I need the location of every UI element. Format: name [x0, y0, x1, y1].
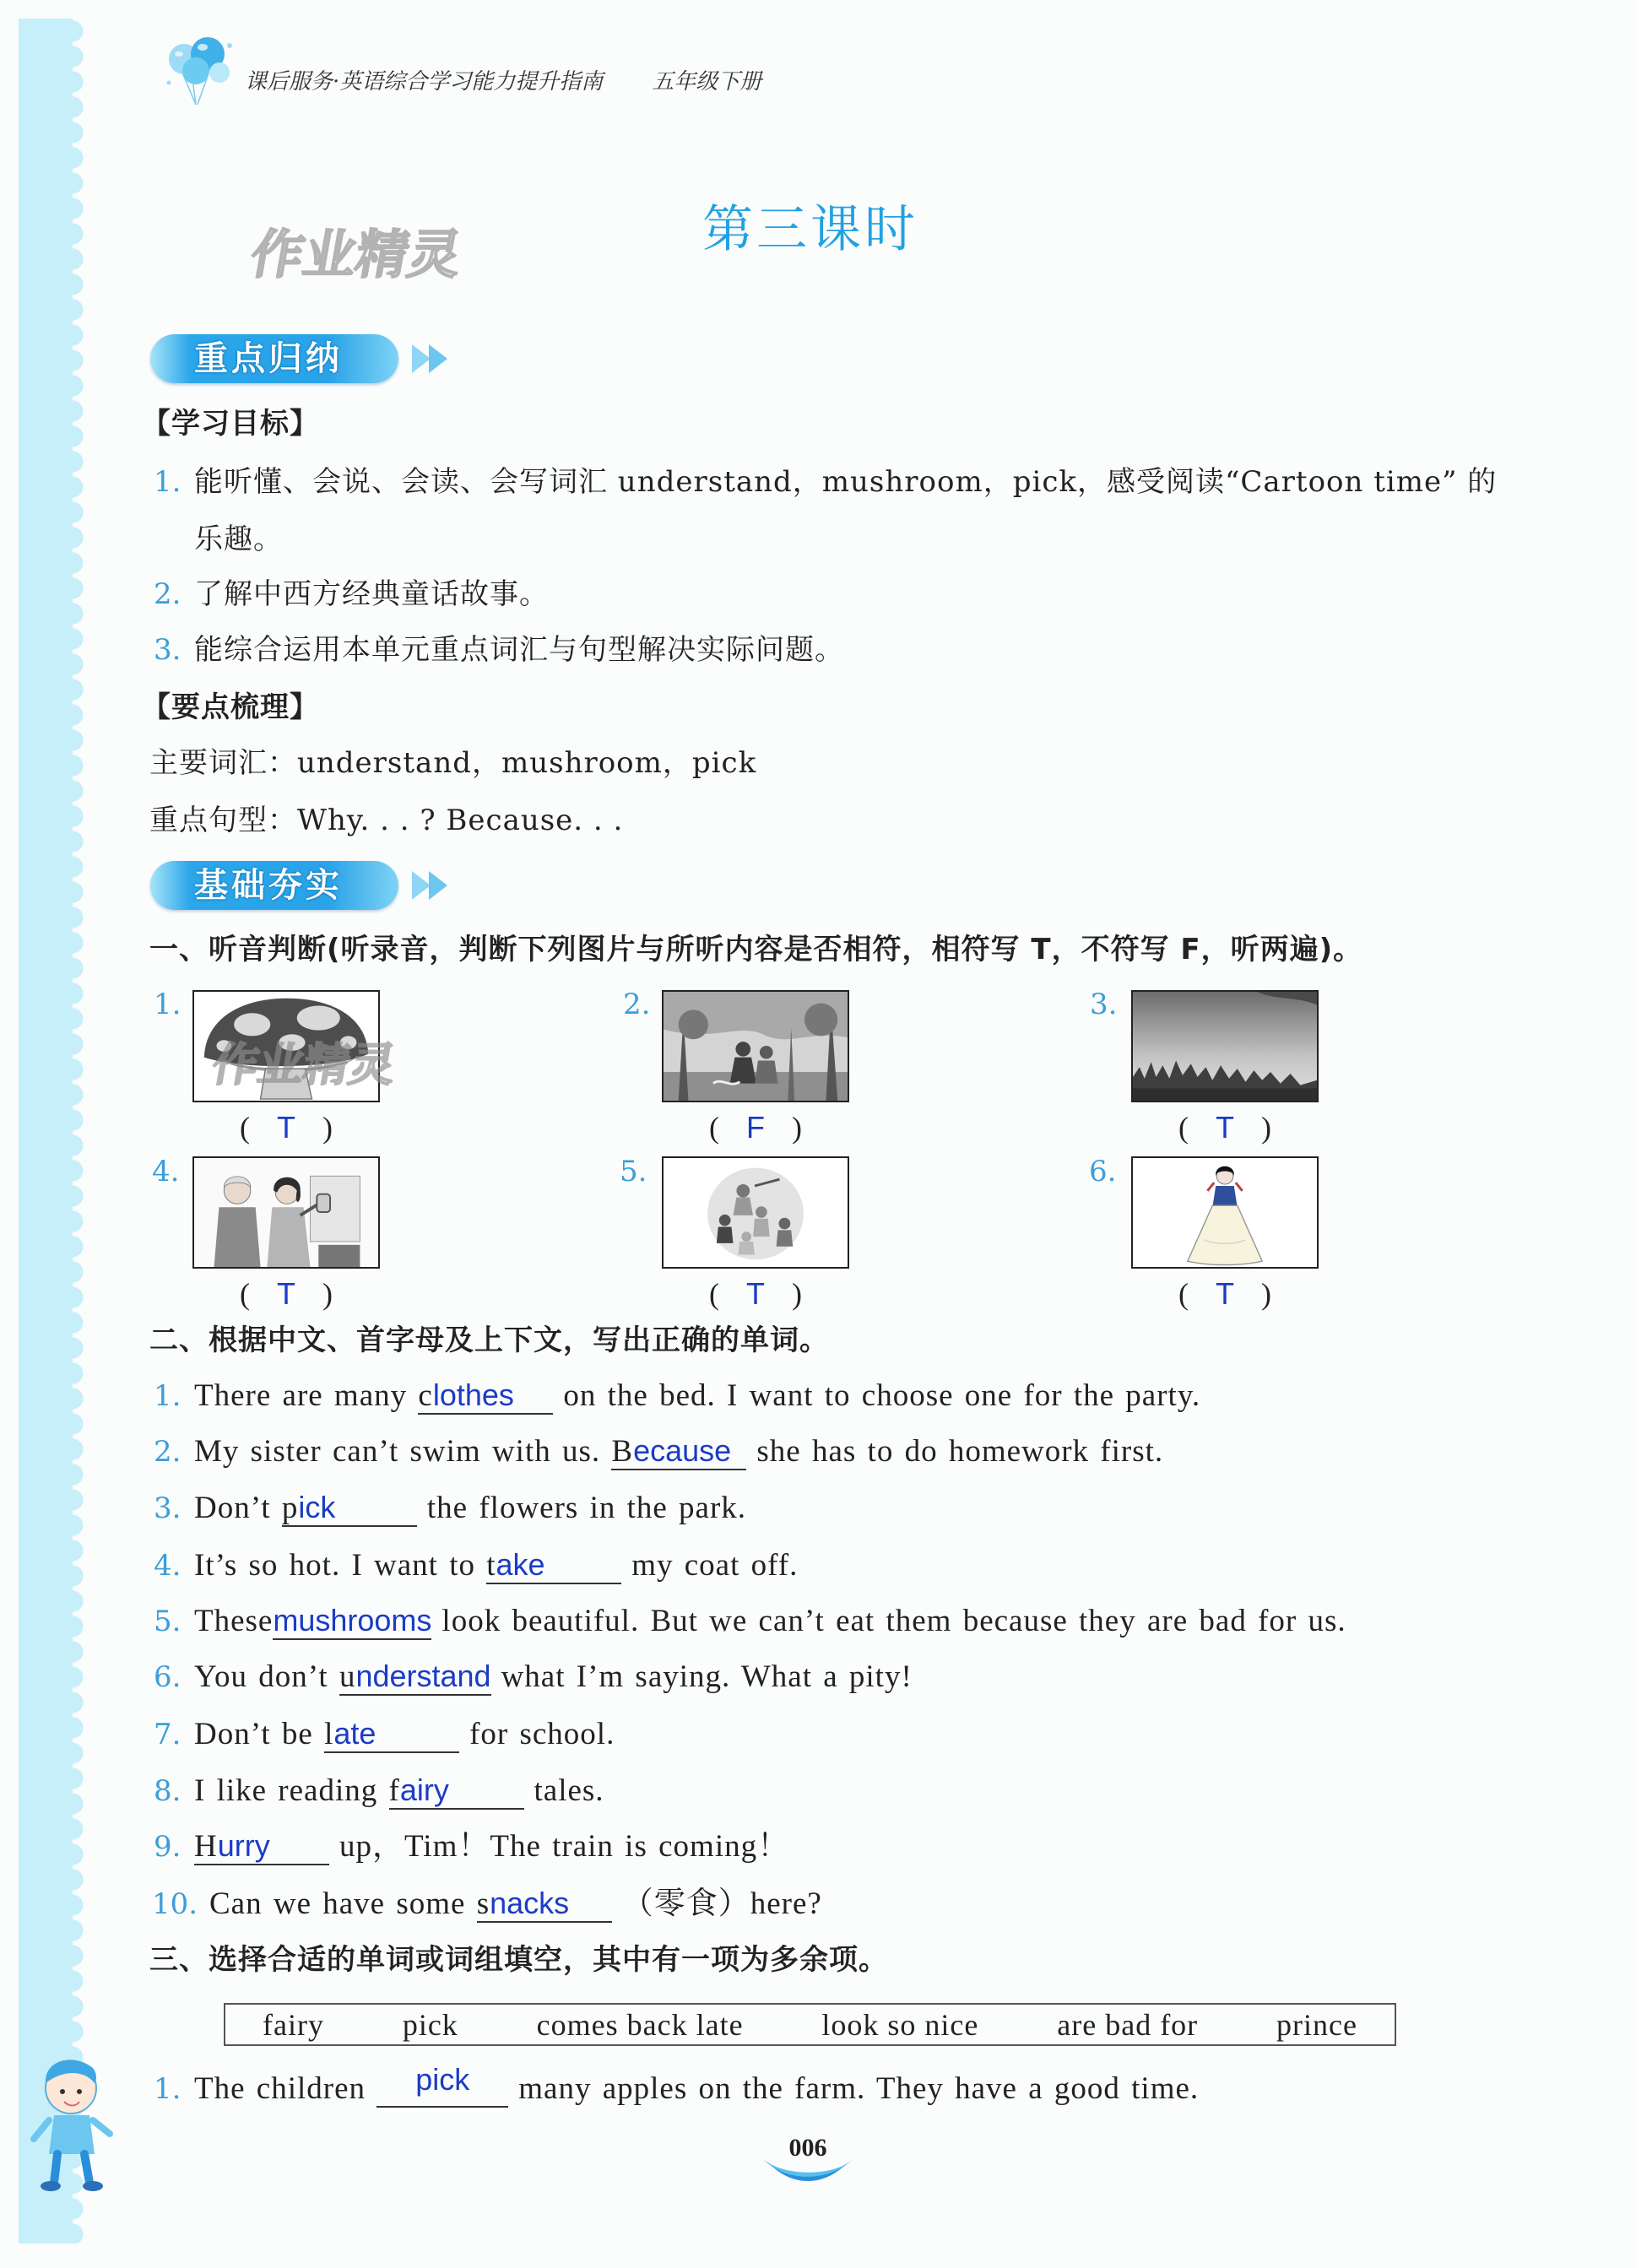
answer-bracket	[684, 1275, 827, 1313]
answer-blank	[611, 1434, 746, 1470]
picture-number: 3.	[1090, 988, 1118, 1021]
bracket-close: )	[322, 1111, 333, 1145]
initial-letter: B	[611, 1434, 634, 1469]
section-badge-label: 基础夯实	[194, 866, 343, 905]
key-vocabulary: 主要词汇：understand，mushroom，pick	[149, 746, 757, 780]
word-bank-item: are bad for	[1057, 2007, 1199, 2042]
initial-letter: H	[194, 1829, 218, 1864]
sentence-after: on the bed. I want to choose one for the party.	[563, 1378, 1201, 1413]
answer-text: ick	[298, 1490, 336, 1524]
running-title: 课后服务·英语综合学习能力提升指南	[245, 69, 604, 95]
picture-number: 2.	[623, 988, 651, 1021]
answer-value: T	[746, 1276, 765, 1311]
answer-blank	[324, 1717, 459, 1753]
balloons-icon	[159, 29, 240, 110]
part3-instruction: 三、选择合适的单词或词组填空，其中有一项为多余项。	[149, 1943, 888, 1977]
initial-letter: c	[418, 1378, 433, 1413]
question-number: 1.	[154, 1379, 181, 1413]
picture-number: 5.	[620, 1155, 647, 1188]
answer-blank	[376, 2062, 508, 2108]
sentence-after: what I’m saying. What a pity!	[501, 1659, 913, 1694]
bracket-close: )	[322, 1277, 333, 1311]
sentence-after: my coat off.	[631, 1548, 799, 1583]
fill-in-sentence	[194, 1771, 604, 1811]
fill-in-sentence	[194, 1545, 798, 1586]
initial-letter: u	[339, 1659, 356, 1694]
question-number: 1.	[154, 2072, 181, 2106]
cartoon-boy-icon	[25, 2049, 127, 2195]
answer-bracket	[214, 1109, 358, 1146]
answer-text: ake	[496, 1547, 545, 1582]
summary-heading: 【要点梳理】	[142, 690, 319, 724]
answer-text: nacks	[490, 1886, 570, 1920]
question-number: 3.	[154, 1491, 181, 1525]
answer-text: pick	[415, 2062, 470, 2097]
section-badge-key-points	[150, 334, 398, 383]
initial-letter: l	[324, 1717, 334, 1751]
fill-in-sentence	[194, 1827, 789, 1867]
answer-bracket	[684, 1109, 827, 1146]
bracket-open: (	[240, 1277, 250, 1311]
sentence-after: tales.	[534, 1773, 604, 1808]
answer-text: urry	[217, 1828, 270, 1863]
key-sentence-pattern: 重点句型：Why. . . ? Because. . .	[149, 804, 624, 837]
fill-in-sentence	[194, 1714, 615, 1755]
answer-blank	[389, 1773, 524, 1810]
left-margin-strip	[19, 19, 73, 2244]
initial-letter: s	[476, 1886, 490, 1921]
answer-blank	[339, 1659, 491, 1696]
answer-value: T	[1216, 1110, 1234, 1145]
objective-number: 2.	[154, 577, 181, 611]
word-bank-item: look so nice	[821, 2007, 979, 2042]
answer-text: ecause	[633, 1433, 732, 1468]
question-number: 8.	[154, 1774, 181, 1808]
question-number: 10.	[152, 1887, 198, 1921]
part1-instruction: 一、听音判断(听录音，判断下列图片与所听内容是否相符，相符写 T，不符写 F，听两遍)。	[149, 933, 1363, 966]
bracket-close: )	[792, 1277, 802, 1311]
objective-number: 1.	[154, 465, 181, 499]
watermark: 作业精灵	[208, 1038, 400, 1091]
answer-text: airy	[399, 1773, 449, 1807]
fill-in-sentence	[194, 1432, 1163, 1472]
dwarfs-picture	[662, 1156, 849, 1269]
word-bank-item: comes back late	[536, 2007, 744, 2042]
word-bank-item: pick	[402, 2007, 458, 2042]
sentence-after: the flowers in the park.	[426, 1491, 747, 1525]
answer-text: ate	[333, 1716, 376, 1751]
bracket-open: (	[709, 1277, 719, 1311]
initial-letter: p	[281, 1491, 299, 1525]
objective-number: 3.	[154, 633, 181, 667]
objective-text: 能听懂、会说、会读、会写词汇 understand，mushroom，pick，感受阅读“Cartoon time” 的	[194, 465, 1498, 499]
people-picture	[192, 1156, 380, 1269]
answer-value: F	[746, 1110, 765, 1145]
answer-blank	[282, 1491, 417, 1527]
bracket-open: (	[709, 1111, 719, 1145]
sentence-before: Don’t be	[194, 1717, 325, 1751]
sentence-after: look beautiful. But we can’t eat them because they are bad for us.	[442, 1604, 1346, 1638]
sentence-before: Don’t	[194, 1491, 282, 1525]
sentence-after: many apples on the farm. They have a good time.	[518, 2071, 1200, 2106]
word-bank-item: prince	[1276, 2007, 1357, 2042]
bracket-close: )	[1261, 1111, 1271, 1145]
sentence-after: （零食）here?	[621, 1886, 822, 1921]
objective-text: 了解中西方经典童话故事。	[194, 577, 549, 611]
question-number: 5.	[154, 1605, 181, 1638]
answer-text: nderstand	[355, 1659, 491, 1693]
answer-value: T	[277, 1276, 295, 1311]
princess-picture	[1131, 1156, 1319, 1269]
section-badge-label: 重点归纳	[194, 339, 343, 378]
question-number: 7.	[154, 1718, 181, 1751]
sentence-before: It’s so hot. I want to	[194, 1548, 487, 1583]
sentence-before: The children	[194, 2071, 377, 2106]
sentence-after: she has to do homework first.	[756, 1434, 1164, 1469]
fill-in-sentence	[194, 1601, 1346, 1642]
objective-text-continued: 乐趣。	[194, 522, 283, 556]
initial-letter: t	[486, 1548, 496, 1583]
answer-bracket	[1153, 1109, 1297, 1146]
word-bank	[224, 2003, 1396, 2046]
bracket-close: )	[792, 1111, 802, 1145]
answer-value: T	[1216, 1276, 1234, 1311]
picture-number: 6.	[1089, 1155, 1117, 1188]
section-badge-practice	[150, 861, 398, 910]
page-number: 006	[788, 2134, 827, 2162]
running-header	[245, 68, 761, 96]
watermark: 作业精灵	[246, 224, 467, 285]
picture-number: 1.	[154, 988, 181, 1021]
fill-in-sentence	[194, 2062, 1200, 2109]
grade-label: 五年级下册	[652, 69, 762, 95]
sentence-before: You don’t	[194, 1659, 339, 1694]
answer-bracket	[1153, 1275, 1297, 1313]
forest-picture	[662, 990, 849, 1102]
fill-in-sentence	[194, 1657, 913, 1697]
bracket-open: (	[1178, 1111, 1189, 1145]
double-arrow-icon	[412, 871, 451, 900]
sentence-before: Can we have some	[209, 1886, 477, 1921]
answer-blank	[477, 1886, 612, 1923]
swoosh-ornament	[760, 2154, 856, 2188]
initial-letter: f	[388, 1773, 400, 1808]
objective-text: 能综合运用本单元重点词汇与句型解决实际问题。	[194, 633, 844, 667]
answer-blank	[486, 1548, 621, 1584]
sentence-after: up，Tim！The train is coming！	[339, 1829, 790, 1864]
question-number: 6.	[154, 1660, 181, 1694]
fill-in-sentence	[194, 1488, 746, 1529]
question-number: 9.	[154, 1830, 181, 1864]
bracket-close: )	[1261, 1277, 1271, 1311]
answer-bracket	[214, 1275, 358, 1313]
answer-text: mushrooms	[273, 1603, 432, 1637]
double-arrow-icon	[412, 344, 451, 373]
answer-value: T	[277, 1110, 295, 1145]
question-number: 2.	[154, 1435, 181, 1469]
bracket-open: (	[240, 1111, 250, 1145]
meadow-picture	[1131, 990, 1319, 1102]
answer-blank	[418, 1378, 553, 1415]
word-bank-item: fairy	[263, 2007, 324, 2042]
sentence-after: for school.	[469, 1717, 615, 1751]
sentence-before: There are many	[194, 1378, 419, 1413]
part2-instruction: 二、根据中文、首字母及上下文，写出正确的单词。	[149, 1323, 829, 1357]
picture-number: 4.	[152, 1155, 180, 1188]
fill-in-sentence	[209, 1884, 822, 1924]
lesson-title: 第三课时	[702, 200, 918, 259]
fill-in-sentence	[194, 1376, 1200, 1416]
sentence-before: These	[194, 1604, 274, 1638]
answer-blank	[273, 1604, 431, 1640]
sentence-before: I like reading	[194, 1773, 389, 1808]
answer-text: lothes	[432, 1378, 514, 1412]
sentence-before: My sister can’t swim with us.	[194, 1434, 612, 1469]
objectives-heading: 【学习目标】	[142, 407, 319, 441]
bracket-open: (	[1178, 1277, 1189, 1311]
question-number: 4.	[154, 1549, 181, 1583]
answer-blank	[194, 1829, 329, 1865]
